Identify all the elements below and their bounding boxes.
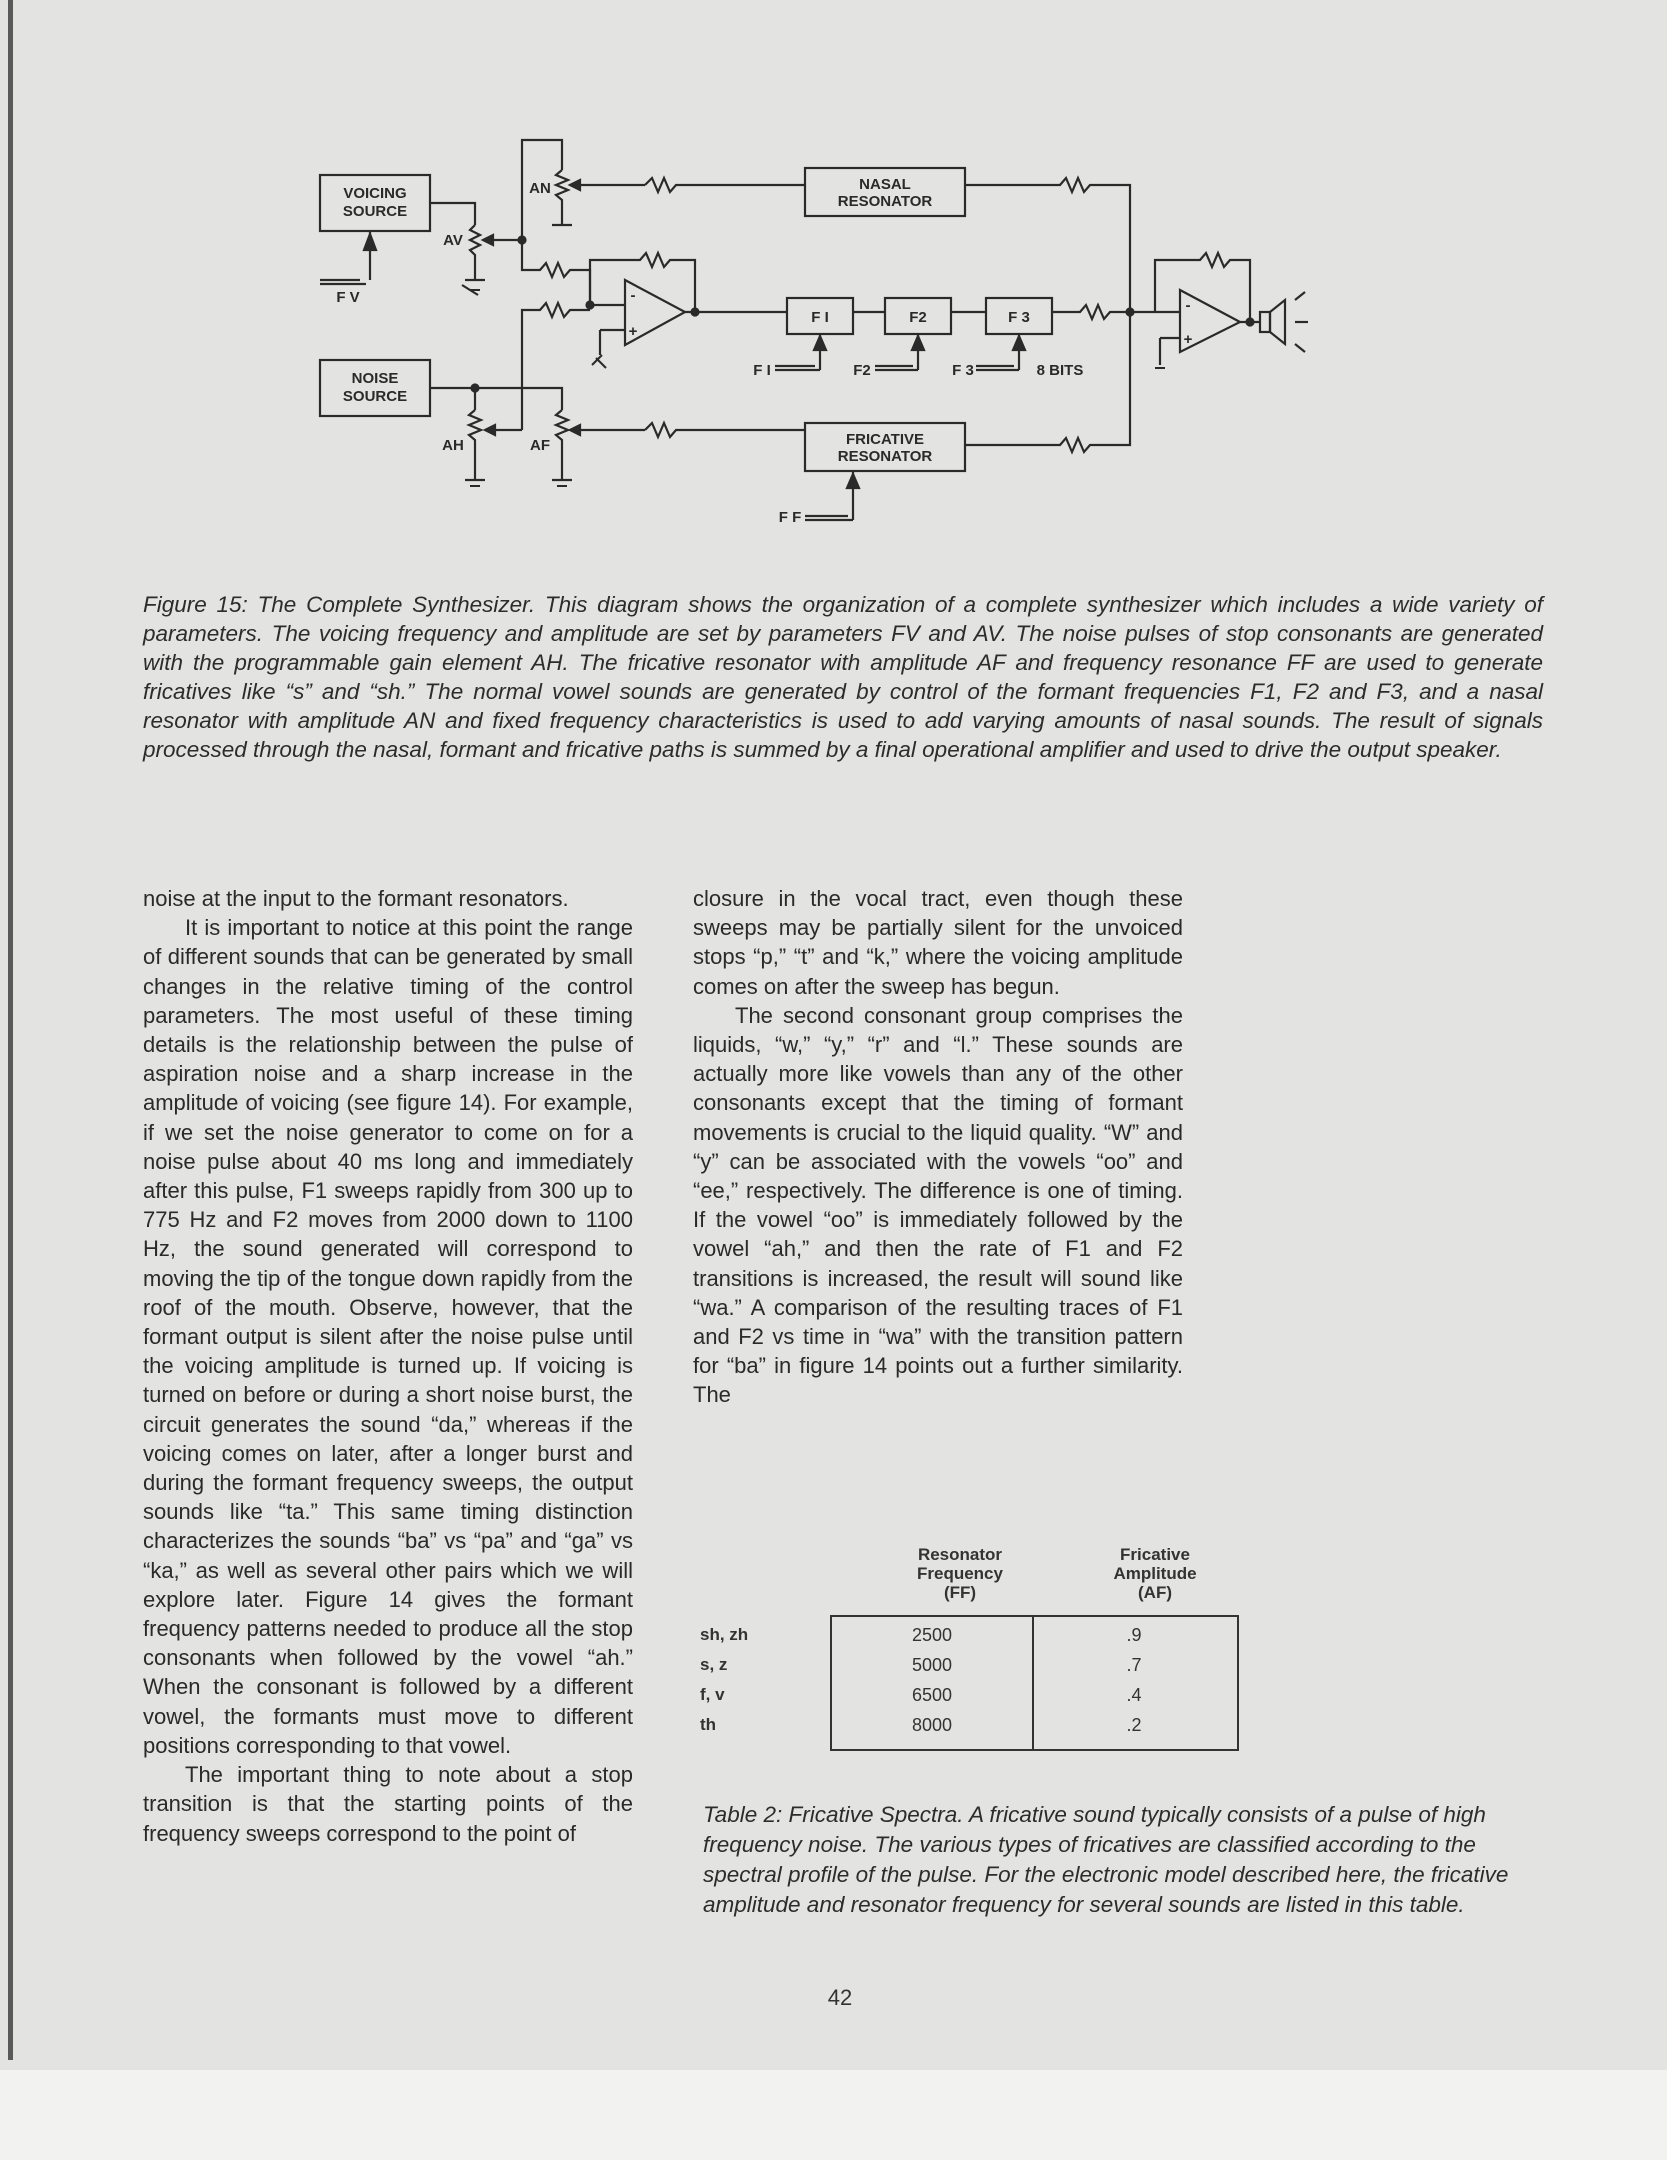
table-cell-af: .9 [1126, 1625, 1142, 1645]
table-cell-af: .2 [1126, 1715, 1142, 1735]
row-label: th [700, 1715, 717, 1734]
fricative-resonator-label-1: FRICATIVE [845, 431, 925, 448]
header-af-line-3: (AF) [1138, 1583, 1172, 1602]
nasal-resonator-label-2: RESONATOR [837, 193, 933, 210]
right-paragraph-2: The second consonant group comprises the liquids, “w,” “y,” “r” and “l.” These sounds are actually more like vowels than any of the other consonants except that the timing of formant movements is crucial to the liquid quality. “W” and “y” can be associated with the vowels “oo” and “ee,” respectively. The difference is one of timing. If the vowel “oo” is immediately followed by the vowel “ah,” and then the rate of F1 and F2 transitions is increased, the result will sound like “wa.” A comparison of the resulting traces of F1 and F2 vs time in “wa” with the transition pattern for “ba” in figure 14 points out a further similarity. The [693, 1002, 1183, 1408]
row-label: sh, zh [700, 1625, 749, 1644]
page-margin-bottom [0, 2070, 1667, 2160]
left-paragraph-2: It is important to notice at this point the range of different sounds that can be generated by small changes in the relative timing of the control parameters. The most useful of these timing details is the relationship between the pulse of aspiration noise and a sharp increase in the amplitude of voicing (see figure 14). For example, if we set the noise generator to come on for a noise pulse about 40 ms long and immediately after this pulse, F1 sweeps rapidly from 300 up to 775 Hz and F2 moves from 2000 down to 1100 Hz, the sound generated will correspond to moving the tip of the tongue down rapidly from the roof of the mouth. Observe, however, that the formant output is silent after the noise pulse until the voicing amplitude is turned up. If voicing is turned on before or during a short noise burst, the circuit generates the sound “da,” whereas if the voicing comes on later, after a longer burst and during the formant frequency sweeps, the output sounds like “ta.” This same timing distinction characterizes the sounds “ba” vs “pa” and “ga” vs “ka,” as well as several other pairs which we will explore later. Figure 14 gives the formant frequency patterns needed to produce all the stop consonants when followed by the vowel “ah.” When the consonant is followed by a different vowel, the formants must move to different positions corresponding to that vowel. [143, 915, 633, 1758]
f3-control-label: F 3 [952, 362, 974, 379]
voicing-source-label-2: SOURCE [342, 203, 408, 220]
row-label: f, v [700, 1685, 725, 1704]
f2-control-label: F2 [853, 362, 871, 379]
opamp2-plus: + [1183, 331, 1193, 348]
left-paragraph-3: The important thing to note about a stop transition is that the starting points of the frequency sweeps correspond to the point of [143, 1762, 633, 1846]
af-label: AF [530, 437, 550, 454]
f3-box-label: F 3 [1008, 309, 1030, 326]
noise-source-label-2: SOURCE [342, 388, 408, 405]
f2-box-label: F2 [909, 309, 927, 326]
right-paragraph-1: closure in the vocal tract, even though these sweeps may be partially silent for the unvoiced stops “p,” “t” and “k,” where the voicing amplitude comes on after the sweep has begun. [693, 886, 1183, 999]
fricative-resonator-label-2: RESONATOR [837, 448, 933, 465]
diagram-svg [300, 130, 1380, 550]
row-label: s, z [700, 1655, 728, 1674]
av-label: AV [443, 232, 463, 249]
right-column [693, 884, 1183, 1410]
nasal-resonator-label-1: NASAL [859, 176, 911, 193]
column-header-af [1055, 1545, 1255, 1602]
ah-label: AH [442, 437, 464, 454]
binding-edge [8, 0, 13, 2060]
header-af-line-2: Amplitude [1113, 1564, 1197, 1583]
header-ff-line-3: (FF) [943, 1583, 977, 1602]
an-label: AN [529, 180, 551, 197]
table-cell-af: .7 [1126, 1655, 1142, 1675]
column-header-ff [860, 1545, 1060, 1602]
ff-label: F F [778, 509, 802, 526]
figure-caption: Figure 15: The Complete Synthesizer. This diagram shows the organization of a complete synthesizer which includes a wide variety of parameters. The voicing frequency and amplitude are set by parameters FV and AV. The noise pulses of stop consonants are generated with the programmable gain element AH. The fricative resonator with amplitude AF and frequency resonance FF are used to generate fricatives like “s” and “sh.” The normal vowel sounds are generated by control of the formant frequencies F1, F2 and F3, and a nasal resonator with amplitude AN and fixed frequency characteristics is used to add varying amounts of nasal sounds. The result of signals processed through the nasal, formant and fricative paths is summed by a final operational amplifier and used to drive the output speaker. [143, 592, 1543, 762]
table-cell-af: .4 [1126, 1685, 1142, 1705]
table-caption: Table 2: Fricative Spectra. A fricative sound typically consists of a pulse of high frequency noise. The various types of fricatives are classified according to the spectral profile of the pulse. For the electronic model described here, the fricative amplitude and resonator frequency for several sounds are listed in this table. [703, 1802, 1509, 1917]
fricative-table [700, 1545, 1260, 1755]
f1-control-label: F I [753, 362, 771, 379]
synthesizer-diagram [300, 130, 1380, 550]
opamp1-plus: + [628, 323, 638, 340]
opamp1-minus: - [630, 287, 636, 304]
opamp2-minus: - [1185, 297, 1191, 314]
page-number: 42 [827, 1985, 853, 2010]
noise-source-label-1: NOISE [351, 370, 399, 387]
table-body [830, 1615, 1239, 1751]
header-ff-line-1: Resonator [917, 1545, 1003, 1564]
left-column [143, 884, 633, 1848]
header-af-line-1: Fricative [1120, 1545, 1190, 1564]
table-cell-ff: 5000 [911, 1655, 953, 1675]
bits-label: 8 BITS [1036, 362, 1084, 379]
speaker-icon [1260, 312, 1270, 332]
voicing-source-label-1: VOICING [343, 185, 407, 202]
f1-box-label: F I [811, 309, 829, 326]
table-cell-ff: 6500 [911, 1685, 953, 1705]
left-paragraph-1: noise at the input to the formant resonators. [143, 886, 569, 911]
fv-label: F V [336, 289, 360, 306]
header-ff-line-2: Frequency [917, 1564, 1003, 1583]
table-cell-ff: 8000 [911, 1715, 953, 1735]
table-cell-ff: 2500 [911, 1625, 953, 1645]
